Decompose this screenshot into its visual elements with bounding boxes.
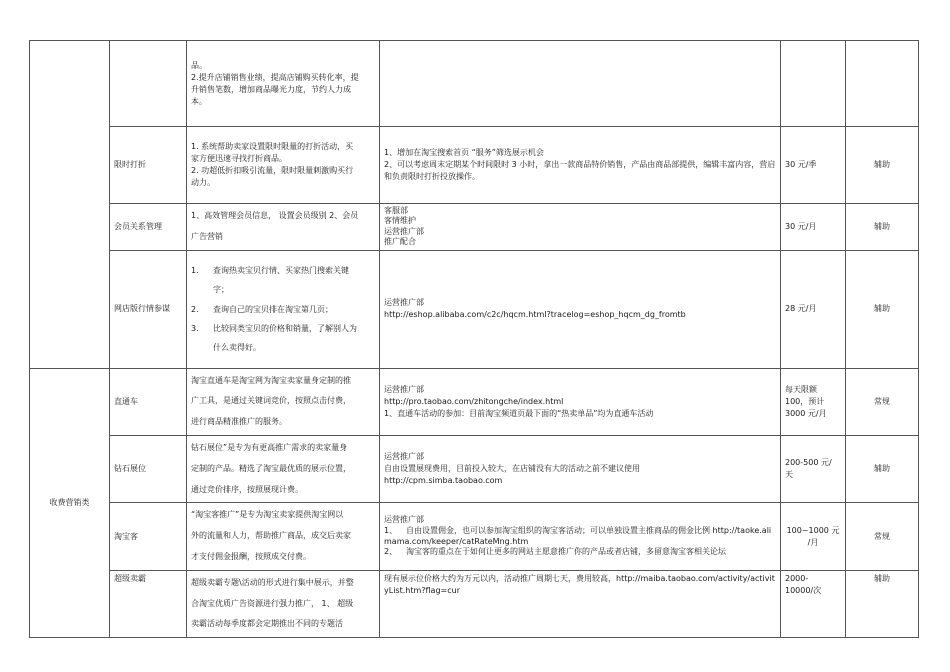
service-description: 1、高效管理会员信息， 设置会员级别 2、会员 广告营销: [187, 204, 380, 251]
position-cell: 常规: [846, 503, 919, 570]
responsible-cell: [380, 41, 781, 127]
service-name: 超级卖霸: [110, 570, 187, 637]
responsible-cell: 运营推广部 1、 自由设置佣金，也可以参加淘宝组织的淘宝客活动；可以单独设置主推商品的佣金比例 http://taoke.alimama.com/keeper/catRateMng.htm 2、 淘宝客的重点在于如何让更多的网站主愿意推广你的产品或者店铺，多留意淘宝客相关论坛: [380, 503, 781, 570]
responsible-cell: 运营推广部 自由设置展现费用，目前投入较大，在店铺没有大的活动之前不建议使用 http://cpm.simba.taobao.com: [380, 435, 781, 502]
service-description: 淘宝直通车是淘宝网为淘宝卖家量身定制的推 广工具，是通过关键词竞价，按照点击付费， 进行商品精准推广的服务。: [187, 368, 380, 435]
position-cell: 辅助: [846, 570, 919, 637]
position-cell: 辅助: [846, 250, 919, 368]
service-description: 1. 查询热卖宝贝行情、买家热门搜索关键 字； 2. 查询自己的宝贝排在淘宝第几页； 3. 比较同类宝贝的价格和销量，了解别人为 什么卖得好。: [187, 250, 380, 368]
price-cell: 每天限额 100，预计 3000 元/月: [781, 368, 846, 435]
price-cell: [781, 41, 846, 127]
price-cell: 30 元/月: [781, 204, 846, 251]
service-name: 网店版行情参谋: [110, 250, 187, 368]
table-row: [30, 41, 919, 127]
service-name: [110, 41, 187, 127]
responsible-cell: 1、增加在淘宝搜索首页 “服务”筛选展示机会 2、可以考虑周末定期某个时间限时 3 小时，拿出一款商品特价销售，产品由商品部提供，编辑丰富内容，营启和负责限时打折投放操作。: [380, 127, 781, 204]
table-row: [30, 368, 919, 435]
service-description: “淘宝客推广”是专为淘宝卖家提供淘宝网以 外的流量和人力，帮助推广商品，成交后卖家 才支付佣金报酬，按照成交付费。: [187, 503, 380, 570]
table-row: [30, 570, 919, 637]
service-table: [29, 40, 919, 638]
service-description: 超级卖霸专题\活动的形式进行集中展示，并整 合淘宝优质广告资源进行强力推广， 1、 超级 卖霸活动每季度都会定期推出不同的专题活: [187, 570, 380, 637]
price-cell: 200-500 元/ 天: [781, 435, 846, 502]
table-row: [30, 204, 919, 251]
service-name: 钻石展位: [110, 435, 187, 502]
price-cell: 30 元/季: [781, 127, 846, 204]
table-row: [30, 435, 919, 502]
responsible-cell: 客服部 客情维护 运营推广部 推广配合: [380, 204, 781, 251]
responsible-cell: 运营推广部 http://eshop.alibaba.com/c2c/hqcm.html?tracelog=eshop_hqcm_dg_fromtb: [380, 250, 781, 368]
service-description: 钻石展位”是专为有更高推广需求的卖家量身 定制的产品。精选了淘宝最优质的展示位置， 通过竞价排序，按照展现计费。: [187, 435, 380, 502]
table-row: [30, 503, 919, 570]
table-row: [30, 250, 919, 368]
service-name: 直通车: [110, 368, 187, 435]
service-description: 1. 系统帮助卖家设置限时限量的打折活动，买 家方便迅速寻找打折商品。 2. 功超低折扣吸引流量，限时限量刺激购买行 动力。: [187, 127, 380, 204]
position-cell: 辅助: [846, 127, 919, 204]
responsible-cell: 现有展示位价格大约为万元以内，活动推广周期七天，费用较高，http://maiba.taobao.com/activity/activityList.htm?flag=cur: [380, 570, 781, 637]
service-description: 品。 2.提升店铺销售业绩，提高店铺购买转化率，提 升销售笔数，增加商品曝光力度，节约人力成 本。: [187, 41, 380, 127]
service-name: 限时打折: [110, 127, 187, 204]
position-cell: 辅助: [846, 435, 919, 502]
position-cell: [846, 41, 919, 127]
table-row: [30, 127, 919, 204]
price-cell: 2000- 10000/次: [781, 570, 846, 637]
position-cell: 辅助: [846, 204, 919, 251]
service-name: 淘宝客: [110, 503, 187, 570]
category-cell-empty: [30, 41, 110, 369]
service-name: 会员关系管理: [110, 204, 187, 251]
price-cell: 28 元/月: [781, 250, 846, 368]
position-cell: 常规: [846, 368, 919, 435]
price-cell: 100~1000 元 /月: [781, 503, 846, 570]
category-cell: 收费营销类: [30, 368, 110, 638]
responsible-cell: 运营推广部 http://pro.taobao.com/zhitongche/index.html 1、直通车活动的参加：目前淘宝频道页最下面的“热卖单品”均为直通车活动: [380, 368, 781, 435]
